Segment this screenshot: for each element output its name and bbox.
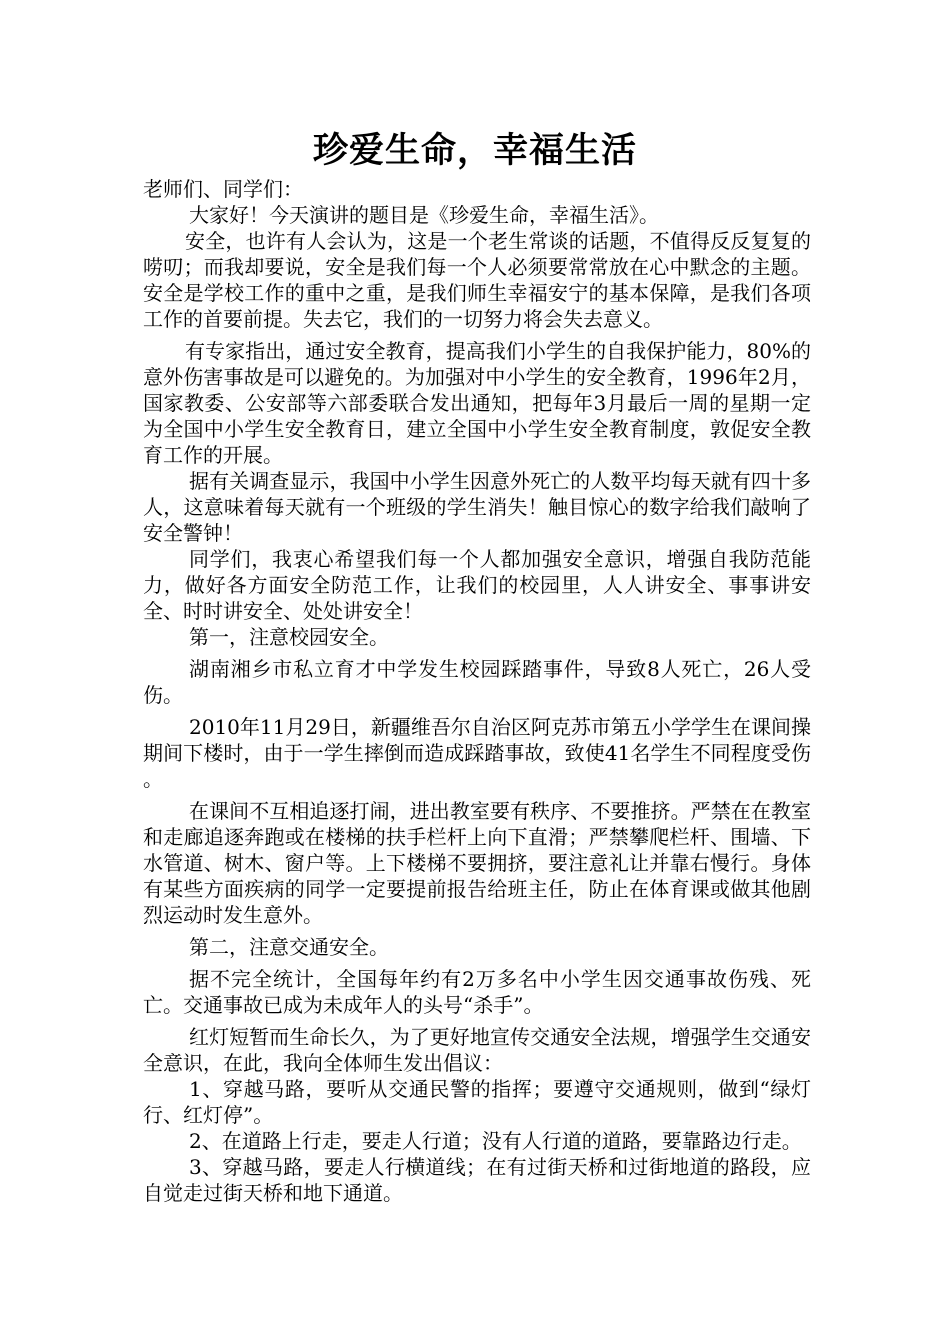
paragraph: 同学们，我衷心希望我们每一个人都加强安全意识，增强自我防范能力，做好各方面安全防范工作，让我们的校园里，人人讲安全、事事讲安全、时时讲安全、处处讲安全！: [143, 547, 811, 623]
list-item: 1、穿越马路，要听从交通民警的指挥；要遵守交通规则，做到“绿灯行、红灯停”。: [143, 1077, 811, 1127]
list-item: 2、在道路上行走，要走人行道；没有人行道的道路，要靠路边行走。: [189, 1129, 802, 1153]
section-heading: 第一，注意校园安全。: [189, 625, 389, 649]
paragraph: 2010年11月29日，新疆维吾尔自治区阿克苏市第五小学学生在课间操期间下楼时，由于一学生摔倒而造成踩踏事故，致使41名学生不同程度受伤 。: [143, 715, 811, 791]
list-item: 3、穿越马路，要走人行横道线；在有过街天桥和过街地道的路段，应自觉走过街天桥和地下通道。: [143, 1155, 811, 1205]
paragraph: 在课间不互相追逐打闹，进出教室要有秩序、不要推挤。严禁在在教室和走廊追逐奔跑或在楼梯的扶手栏杆上向下直滑；严禁攀爬栏杆、围墙、下水管道、树木、窗户等。上下楼梯不要拥挤，要注意礼让并靠右慢行。身体有某些方面疾病的同学一定要提前报告给班主任，防止在体育课或做其他剧烈运动时发生意外。: [143, 799, 811, 927]
document-title: 珍爱生命，幸福生活: [312, 130, 637, 171]
section-heading: 第二，注意交通安全。: [189, 935, 389, 959]
paragraph: 红灯短暂而生命长久，为了更好地宣传交通安全法规，增强学生交通安全意识，在此，我向全体师生发出倡议：: [143, 1025, 811, 1075]
document-body: [143, 176, 811, 1206]
paragraph: 有专家指出，通过安全教育，提高我们小学生的自我保护能力，80%的意外伤害事故是可以避免的。为加强对中小学生的安全教育，1996年2月，国家教委、公安部等六部委联合发出通知，把每年3月最后一周的星期一定为全国中小学生安全教育日，建立全国中小学生安全教育制度，敦促安全教育工作的开展。: [143, 339, 811, 467]
paragraph: 大家好！今天演讲的题目是《珍爱生命，幸福生活》。: [189, 203, 659, 227]
paragraph: 据有关调查显示，我国中小学生因意外死亡的人数平均每天就有四十多人，这意味着每天就有一个班级的学生消失！触目惊心的数字给我们敲响了安全警钟！: [143, 469, 811, 545]
paragraph: 安全，也许有人会认为，这是一个老生常谈的话题，不值得反反复复的唠叨；而我却要说，安全是我们每一个人必须要常常放在心中默念的主题。安全是学校工作的重中之重，是我们师生幸福安宁的基本保障，是我们各项工作的首要前提。失去它，我们的一切努力将会失去意义。: [143, 229, 811, 331]
salutation: 老师们、同学们：: [143, 177, 303, 201]
paragraph: 湖南湘乡市私立育才中学发生校园踩踏事件，导致8人死亡，26人受伤。: [143, 657, 811, 707]
paragraph: 据不完全统计，全国每年约有2万多名中小学生因交通事故伤残、死亡。交通事故已成为未成年人的头号“杀手”。: [143, 967, 811, 1017]
